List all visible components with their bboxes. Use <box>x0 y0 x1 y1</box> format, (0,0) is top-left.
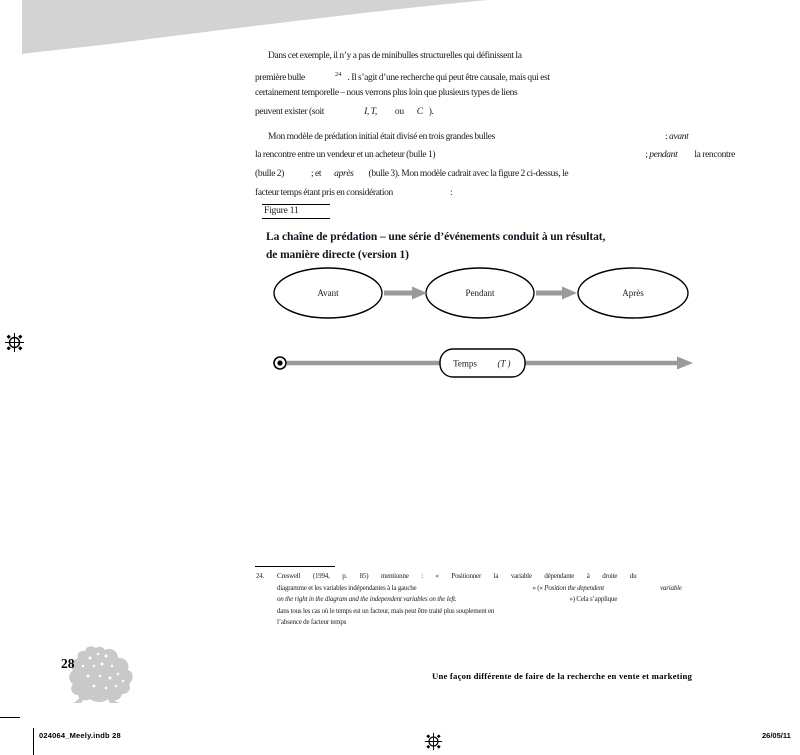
footnote-line <box>256 583 791 595</box>
body-text-run: Dans cet exemple, il n’y a pas de minibulles structurelles qui définissent la <box>268 51 522 61</box>
body-text <box>255 47 790 203</box>
variable-symbol: C <box>416 107 423 118</box>
footnote-text-run: dans tous les cas où le temps est un facteur, mais peut être traité plus souplement en <box>277 606 495 615</box>
body-text-run: . Il s’agit d’une recherche qui peut être causale, mais qui est <box>347 72 550 83</box>
body-text-run: ; et <box>311 169 322 180</box>
bubble-apres-label: Après <box>622 288 644 298</box>
body-text-run: facteur temps étant pris en considération <box>255 187 393 198</box>
text-line <box>255 146 790 165</box>
body-text-run: ; <box>645 150 648 161</box>
emphasis-apres: après <box>334 169 354 180</box>
footnote-line <box>256 594 791 606</box>
chain-diagram <box>265 263 705 323</box>
text-line <box>255 165 790 184</box>
body-text-run: : <box>449 187 453 198</box>
body-text-run: : <box>665 131 668 142</box>
footnote-number: 24. <box>256 572 265 580</box>
text-line <box>255 184 790 203</box>
text-line <box>255 47 790 66</box>
body-text-run: (bulle 2) <box>255 169 284 180</box>
swoosh-shape <box>22 0 488 54</box>
body-text-run: peuvent exister (soit <box>255 107 325 118</box>
footnote-text-run: » (« <box>532 583 545 592</box>
running-footer-title: Une façon différente de faire de la recherche en vente et marketing <box>432 671 693 681</box>
text-line <box>255 128 790 147</box>
text-line <box>255 66 790 85</box>
body-text-run: Mon modèle de prédation initial était divisé en trois grandes bulles <box>268 131 496 142</box>
crop-mark-horizontal <box>0 717 20 718</box>
figure-title-line1: La chaîne de prédation – une série d’événements conduit à un résultat, <box>266 231 606 243</box>
footnote-quote-en: Position the dependent <box>544 583 605 592</box>
footnote-text-run: l’absence de facteur temps <box>277 618 347 627</box>
arrow-2-head <box>562 287 577 300</box>
frog-body <box>69 646 132 702</box>
text-line <box>255 103 790 122</box>
timeline-label: Temps <box>453 358 477 369</box>
bubble-avant-label: Avant <box>317 288 339 298</box>
registration-mark-bottom-icon <box>424 732 443 751</box>
timeline-variable: (T ) <box>497 358 511 369</box>
registration-mark-left-icon <box>4 332 25 353</box>
figure-label: Figure 11 <box>262 204 330 219</box>
footnote-line <box>256 617 791 629</box>
footnote-text-run: ») Cela s’applique <box>569 595 618 604</box>
variable-symbols: I, T, <box>364 107 377 118</box>
timeline-origin-dot <box>277 360 282 365</box>
body-text-run: la rencontre <box>694 150 735 161</box>
body-text-run: ou <box>394 107 404 118</box>
footnote-quote-en: on the right in the diagram and the independent variables on the left. <box>277 595 457 604</box>
footnote-line <box>256 571 791 583</box>
footnote-text-run: diagramme et les variables indépendantes à la gauche <box>277 583 417 592</box>
print-date: 26/05/11 <box>762 731 791 740</box>
figure-title-line2: de manière directe (version 1) <box>266 249 409 261</box>
timeline-arrow-icon <box>677 357 693 370</box>
page-number: 28 <box>61 656 75 671</box>
body-text-run: (bulle 3). Mon modèle cadrait avec la figure 2 ci-dessus, le <box>368 169 569 180</box>
paragraph-1 <box>255 47 790 122</box>
arrow-1-head <box>412 287 427 300</box>
timeline <box>265 344 705 382</box>
footnote-24 <box>256 571 791 629</box>
footnote-rule <box>255 566 335 567</box>
body-text-run: ). <box>428 107 434 118</box>
bubble-pendant-label: Pendant <box>465 288 495 298</box>
text-line <box>255 84 790 103</box>
footnote-text-run: Creswell (1994, p. 85) mentionne : « Positionner la variable dépendante à droite du <box>277 572 637 580</box>
body-text-run: première bulle <box>255 72 305 83</box>
emphasis-avant: avant <box>669 131 689 142</box>
footnote-line <box>256 606 791 618</box>
paragraph-2 <box>255 128 790 203</box>
emphasis-pendant: pendant <box>649 150 678 161</box>
frog-illustration <box>66 644 138 704</box>
print-slug: 024064_Meely.indb 28 <box>39 731 121 740</box>
figure-title <box>266 228 756 264</box>
crop-mark-vertical <box>33 728 34 755</box>
footnote-quote-en: variable <box>660 583 682 592</box>
body-text-run: la rencontre entre un vendeur et un acheteur (bulle 1) <box>255 150 436 161</box>
body-text-run: certainement temporelle – nous verrons plus loin que plusieurs types de liens <box>255 88 518 99</box>
footnote-reference: 24 <box>334 70 342 78</box>
